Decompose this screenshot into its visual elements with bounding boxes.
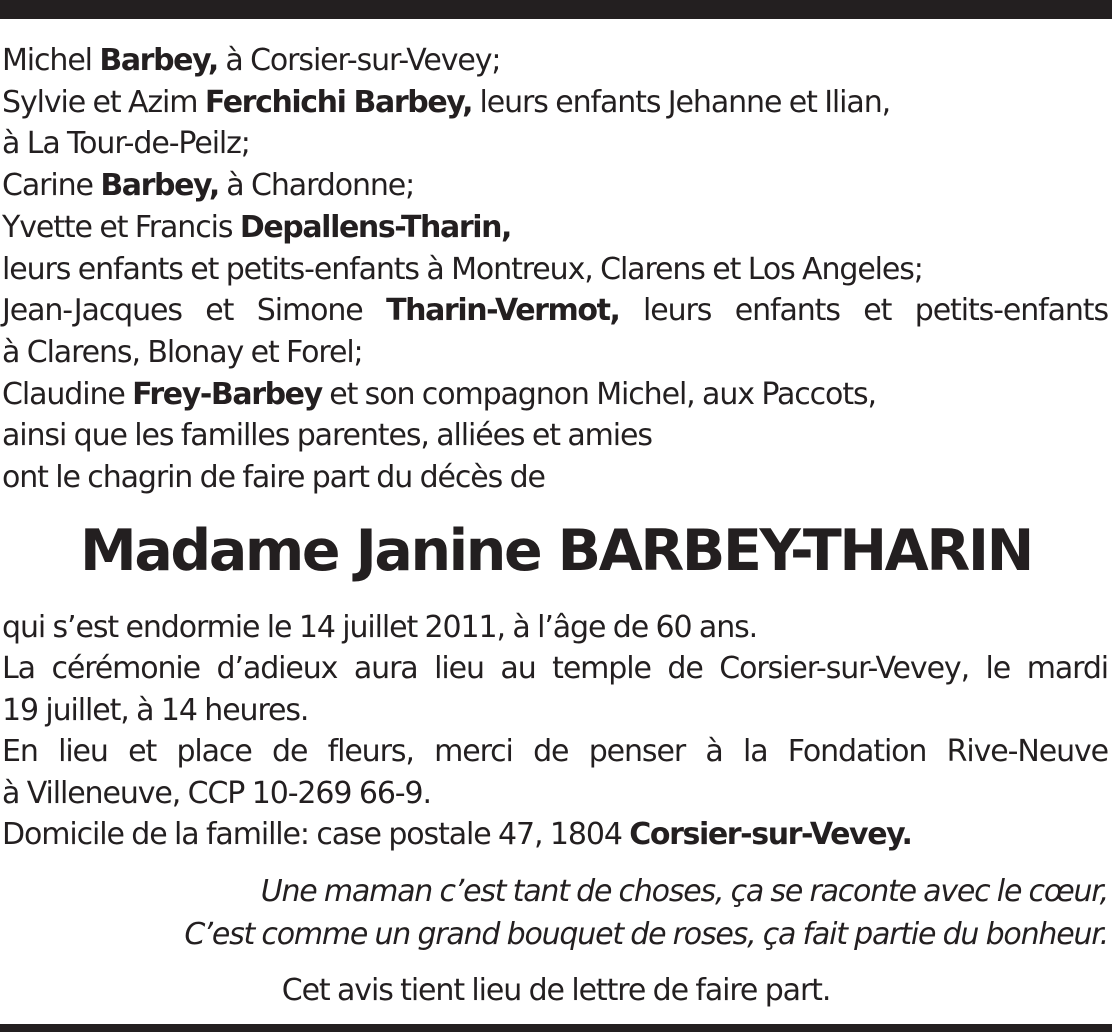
top-rule xyxy=(0,0,1112,19)
details-line: En lieu et place de fleurs, merci de penser à la Fondation Rive-Neuve xyxy=(2,734,1108,770)
family-line: à Clarens, Blonay et Forel; xyxy=(2,334,363,370)
details-line: La cérémonie d’adieux aura lieu au temple de Corsier-sur-Vevey, le mardi xyxy=(2,651,1108,687)
family-name-bold: Barbey, xyxy=(100,168,219,204)
place-name-bold: Corsier-sur-Vevey. xyxy=(629,817,912,853)
poem-line: C’est comme un grand bouquet de roses, ça fait partie du bonheur. xyxy=(184,917,1108,952)
text-span: à Corsier-sur-Vevey; xyxy=(217,43,501,78)
text-span: leurs enfants et petits-enfants xyxy=(619,293,1108,329)
details-line: à Villeneuve, CCP 10-269 66-9. xyxy=(2,775,431,811)
family-line xyxy=(2,40,1108,82)
deceased-name: Madame Janine BARBEY-THARIN xyxy=(80,518,1032,584)
family-line: à La Tour-de-Peilz; xyxy=(2,126,250,162)
family-name-bold: Depallens-Tharin, xyxy=(239,209,512,245)
closing-note: Cet avis tient lieu de lettre de faire part. xyxy=(281,973,831,1008)
text-span: Carine xyxy=(2,168,101,204)
text-span: Yvette et Francis xyxy=(2,209,240,245)
family-name-bold: Tharin-Vermot, xyxy=(386,293,620,329)
text-span: leurs enfants Jehanne et Ilian, xyxy=(472,84,891,120)
ceremony-details xyxy=(2,607,1108,855)
bottom-rule xyxy=(0,1024,1112,1032)
text-span: Claudine xyxy=(2,376,133,412)
family-line xyxy=(2,290,1108,332)
text-span: Domicile de la famille: case postale 47, 1804 xyxy=(2,817,630,853)
family-line: ont le chagrin de faire part du décès de xyxy=(2,460,545,496)
text-span: Jean-Jacques et Simone xyxy=(2,293,387,329)
family-line xyxy=(2,374,1108,416)
family-line: leurs enfants et petits-enfants à Montreux, Clarens et Los Angeles; xyxy=(2,251,923,287)
details-line xyxy=(2,814,1108,855)
family-line: ainsi que les familles parentes, alliées et amies xyxy=(2,418,652,454)
family-line xyxy=(2,82,1108,124)
details-line: qui s’est endormie le 14 juillet 2011, à l’âge de 60 ans. xyxy=(2,610,758,645)
family-name-bold: Frey-Barbey xyxy=(132,376,322,412)
family-name-bold: Barbey, xyxy=(99,43,218,78)
text-span: et son compagnon Michel, aux Paccots, xyxy=(321,376,876,412)
poem-line: Une maman c’est tant de choses, ça se raconte avec le cœur, xyxy=(260,874,1108,909)
family-line xyxy=(2,165,1108,207)
family-list xyxy=(2,40,1108,499)
family-name-bold: Ferchichi Barbey, xyxy=(204,84,473,120)
poem xyxy=(0,870,1108,956)
text-span: à Chardonne; xyxy=(218,168,415,204)
family-line xyxy=(2,207,1108,249)
text-span: Sylvie et Azim xyxy=(2,84,205,120)
details-line: 19 juillet, à 14 heures. xyxy=(2,692,309,728)
text-span: Michel xyxy=(2,43,100,78)
